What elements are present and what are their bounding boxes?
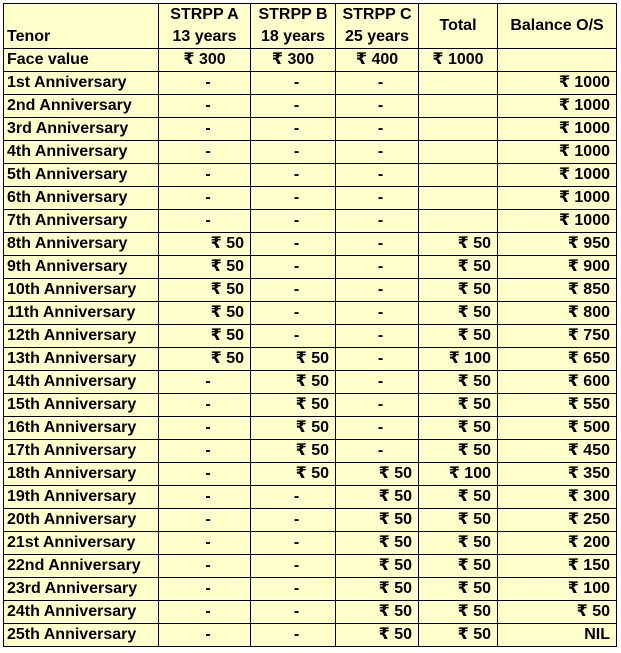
balance-outstanding: ₹ 500 — [498, 417, 617, 440]
strpp-b-payout: - — [251, 233, 336, 256]
balance-outstanding: NIL — [498, 624, 617, 647]
anniversary-label: 19th Anniversary — [4, 486, 159, 509]
anniversary-label: 14th Anniversary — [4, 371, 159, 394]
anniversary-label: 17th Anniversary — [4, 440, 159, 463]
anniversary-label: 13th Anniversary — [4, 348, 159, 371]
strpp-b-payout: - — [251, 256, 336, 279]
anniversary-label: 5th Anniversary — [4, 164, 159, 187]
balance-outstanding: ₹ 100 — [498, 578, 617, 601]
table-row — [4, 555, 617, 578]
strpp-b-payout: - — [251, 302, 336, 325]
total-payout: ₹ 50 — [419, 578, 498, 601]
strpp-c-payout: - — [336, 95, 419, 118]
strpp-a-payout: - — [159, 72, 251, 95]
strpp-c-payout: ₹ 50 — [336, 624, 419, 647]
strpp-c-payout: - — [336, 279, 419, 302]
anniversary-label: 3rd Anniversary — [4, 118, 159, 141]
strpp-a-payout: ₹ 50 — [159, 302, 251, 325]
table-row — [4, 509, 617, 532]
total-payout — [419, 210, 498, 233]
total-payout: ₹ 50 — [419, 394, 498, 417]
strpp-b-payout: - — [251, 279, 336, 302]
strpp-b-payout: - — [251, 118, 336, 141]
strpp-a-payout: - — [159, 141, 251, 164]
strpp-a-payout: ₹ 50 — [159, 233, 251, 256]
strpp-c-payout: - — [336, 325, 419, 348]
tenor-label: Tenor — [4, 26, 159, 49]
table-row — [4, 233, 617, 256]
anniversary-label: 20th Anniversary — [4, 509, 159, 532]
total-payout — [419, 187, 498, 210]
table-row — [4, 210, 617, 233]
strpp-b-payout: - — [251, 210, 336, 233]
anniversary-label: 12th Anniversary — [4, 325, 159, 348]
anniversary-label: 16th Anniversary — [4, 417, 159, 440]
balance-outstanding: ₹ 1000 — [498, 72, 617, 95]
strpp-b-payout: - — [251, 601, 336, 624]
strpp-b-payout: ₹ 50 — [251, 440, 336, 463]
anniversary-label: 24th Anniversary — [4, 601, 159, 624]
balance-outstanding: ₹ 350 — [498, 463, 617, 486]
strpp-a-payout: - — [159, 463, 251, 486]
strpp-b-payout: ₹ 50 — [251, 348, 336, 371]
strpp-a-payout: - — [159, 118, 251, 141]
tenor-strpp-c: 25 years — [336, 26, 419, 49]
table-row — [4, 72, 617, 95]
strpp-c-payout: - — [336, 256, 419, 279]
strpp-c-payout: - — [336, 394, 419, 417]
table-row — [4, 325, 617, 348]
balance-outstanding: ₹ 1000 — [498, 210, 617, 233]
strpp-b-payout: - — [251, 624, 336, 647]
strpp-c-payout: - — [336, 371, 419, 394]
strpp-b-payout: - — [251, 578, 336, 601]
strpp-c-payout: - — [336, 164, 419, 187]
anniversary-label: 25th Anniversary — [4, 624, 159, 647]
strpp-a-payout: - — [159, 187, 251, 210]
table-row — [4, 279, 617, 302]
strpp-a-payout: ₹ 50 — [159, 348, 251, 371]
table-row — [4, 463, 617, 486]
table-row — [4, 394, 617, 417]
balance-outstanding: ₹ 750 — [498, 325, 617, 348]
total-payout — [419, 72, 498, 95]
anniversary-label: 21st Anniversary — [4, 532, 159, 555]
strpp-a-payout: - — [159, 532, 251, 555]
tenor-strpp-b: 18 years — [251, 26, 336, 49]
table-row — [4, 486, 617, 509]
table-row — [4, 578, 617, 601]
table-row — [4, 187, 617, 210]
balance-outstanding: ₹ 650 — [498, 348, 617, 371]
strpp-b-payout: - — [251, 164, 336, 187]
strpp-c-payout: ₹ 50 — [336, 555, 419, 578]
strpp-a-payout: ₹ 50 — [159, 256, 251, 279]
strpp-c-payout: - — [336, 348, 419, 371]
strpp-c-payout: - — [336, 417, 419, 440]
total-payout: ₹ 50 — [419, 532, 498, 555]
strpp-c-payout: - — [336, 210, 419, 233]
strpp-c-payout: - — [336, 118, 419, 141]
total-payout: ₹ 50 — [419, 509, 498, 532]
strpp-c-payout: - — [336, 187, 419, 210]
strpp-a-payout: - — [159, 394, 251, 417]
strpp-c-payout: - — [336, 233, 419, 256]
header-balance-os: Balance O/S — [498, 4, 617, 49]
face-value-balance — [498, 49, 617, 72]
total-payout: ₹ 50 — [419, 302, 498, 325]
strpp-a-payout: - — [159, 417, 251, 440]
table-row — [4, 164, 617, 187]
face-value-total: ₹ 1000 — [419, 49, 498, 72]
total-payout: ₹ 50 — [419, 486, 498, 509]
strpp-b-payout: ₹ 50 — [251, 394, 336, 417]
strpp-a-payout: - — [159, 440, 251, 463]
strpp-a-payout: - — [159, 486, 251, 509]
balance-outstanding: ₹ 1000 — [498, 164, 617, 187]
balance-outstanding: ₹ 1000 — [498, 95, 617, 118]
total-payout: ₹ 100 — [419, 463, 498, 486]
balance-outstanding: ₹ 200 — [498, 532, 617, 555]
strpp-a-payout: - — [159, 578, 251, 601]
balance-outstanding: ₹ 550 — [498, 394, 617, 417]
strpp-a-payout: - — [159, 624, 251, 647]
table-row — [4, 624, 617, 647]
strpp-b-payout: - — [251, 532, 336, 555]
header-strpp-c: STRPP C — [336, 4, 419, 27]
strpp-b-payout: ₹ 50 — [251, 417, 336, 440]
face-value-strpp-c: ₹ 400 — [336, 49, 419, 72]
anniversary-label: 4th Anniversary — [4, 141, 159, 164]
strpp-b-payout: - — [251, 187, 336, 210]
total-payout: ₹ 50 — [419, 371, 498, 394]
strpp-b-payout: - — [251, 555, 336, 578]
anniversary-label: 9th Anniversary — [4, 256, 159, 279]
strpp-a-payout: - — [159, 164, 251, 187]
header-blank-cell — [4, 4, 159, 27]
strpp-a-payout: ₹ 50 — [159, 325, 251, 348]
balance-outstanding: ₹ 950 — [498, 233, 617, 256]
tenor-strpp-a: 13 years — [159, 26, 251, 49]
face-value-row — [4, 49, 617, 72]
header-total: Total — [419, 4, 498, 49]
table-row — [4, 417, 617, 440]
strpp-c-payout: - — [336, 72, 419, 95]
balance-outstanding: ₹ 800 — [498, 302, 617, 325]
anniversary-label: 15th Anniversary — [4, 394, 159, 417]
header-strpp-a: STRPP A — [159, 4, 251, 27]
strpp-a-payout: - — [159, 371, 251, 394]
anniversary-label: 11th Anniversary — [4, 302, 159, 325]
table-row — [4, 302, 617, 325]
total-payout: ₹ 50 — [419, 624, 498, 647]
balance-outstanding: ₹ 850 — [498, 279, 617, 302]
strpp-c-payout: - — [336, 440, 419, 463]
strpp-a-payout: - — [159, 95, 251, 118]
table-row — [4, 371, 617, 394]
anniversary-label: 1st Anniversary — [4, 72, 159, 95]
strpp-a-payout: - — [159, 210, 251, 233]
table-row — [4, 532, 617, 555]
strpp-b-payout: - — [251, 486, 336, 509]
total-payout: ₹ 50 — [419, 233, 498, 256]
total-payout: ₹ 50 — [419, 417, 498, 440]
total-payout: ₹ 50 — [419, 279, 498, 302]
strpp-b-payout: - — [251, 325, 336, 348]
strpp-b-payout: - — [251, 95, 336, 118]
strpp-a-payout: - — [159, 509, 251, 532]
total-payout — [419, 141, 498, 164]
table-row — [4, 440, 617, 463]
strpp-b-payout: ₹ 50 — [251, 463, 336, 486]
strpp-a-payout: - — [159, 555, 251, 578]
total-payout: ₹ 50 — [419, 325, 498, 348]
redemption-schedule-table — [3, 3, 617, 647]
anniversary-label: 8th Anniversary — [4, 233, 159, 256]
balance-outstanding: ₹ 600 — [498, 371, 617, 394]
anniversary-label: 6th Anniversary — [4, 187, 159, 210]
header-row-names — [4, 4, 617, 27]
balance-outstanding: ₹ 900 — [498, 256, 617, 279]
balance-outstanding: ₹ 1000 — [498, 141, 617, 164]
face-value-strpp-b: ₹ 300 — [251, 49, 336, 72]
strpp-b-payout: - — [251, 141, 336, 164]
face-value-label: Face value — [4, 49, 159, 72]
table-row — [4, 118, 617, 141]
balance-outstanding: ₹ 450 — [498, 440, 617, 463]
balance-outstanding: ₹ 1000 — [498, 187, 617, 210]
total-payout: ₹ 50 — [419, 555, 498, 578]
strpp-c-payout: ₹ 50 — [336, 486, 419, 509]
total-payout — [419, 164, 498, 187]
header-strpp-b: STRPP B — [251, 4, 336, 27]
total-payout — [419, 95, 498, 118]
balance-outstanding: ₹ 250 — [498, 509, 617, 532]
strpp-c-payout: ₹ 50 — [336, 509, 419, 532]
total-payout — [419, 118, 498, 141]
strpp-b-payout: - — [251, 72, 336, 95]
strpp-a-payout: ₹ 50 — [159, 279, 251, 302]
anniversary-label: 10th Anniversary — [4, 279, 159, 302]
strpp-b-payout: - — [251, 509, 336, 532]
strpp-a-payout: - — [159, 601, 251, 624]
strpp-b-payout: ₹ 50 — [251, 371, 336, 394]
table-row — [4, 256, 617, 279]
strpp-c-payout: ₹ 50 — [336, 601, 419, 624]
anniversary-label: 7th Anniversary — [4, 210, 159, 233]
strpp-schedule-sheet — [3, 3, 617, 647]
table-row — [4, 141, 617, 164]
strpp-c-payout: ₹ 50 — [336, 532, 419, 555]
table-row — [4, 348, 617, 371]
balance-outstanding: ₹ 150 — [498, 555, 617, 578]
total-payout: ₹ 50 — [419, 256, 498, 279]
strpp-c-payout: - — [336, 302, 419, 325]
face-value-strpp-a: ₹ 300 — [159, 49, 251, 72]
balance-outstanding: ₹ 1000 — [498, 118, 617, 141]
anniversary-label: 18th Anniversary — [4, 463, 159, 486]
table-row — [4, 601, 617, 624]
anniversary-label: 23rd Anniversary — [4, 578, 159, 601]
total-payout: ₹ 100 — [419, 348, 498, 371]
total-payout: ₹ 50 — [419, 440, 498, 463]
anniversary-label: 22nd Anniversary — [4, 555, 159, 578]
strpp-c-payout: ₹ 50 — [336, 463, 419, 486]
balance-outstanding: ₹ 300 — [498, 486, 617, 509]
balance-outstanding: ₹ 50 — [498, 601, 617, 624]
anniversary-label: 2nd Anniversary — [4, 95, 159, 118]
strpp-c-payout: - — [336, 141, 419, 164]
strpp-c-payout: ₹ 50 — [336, 578, 419, 601]
table-row — [4, 95, 617, 118]
total-payout: ₹ 50 — [419, 601, 498, 624]
